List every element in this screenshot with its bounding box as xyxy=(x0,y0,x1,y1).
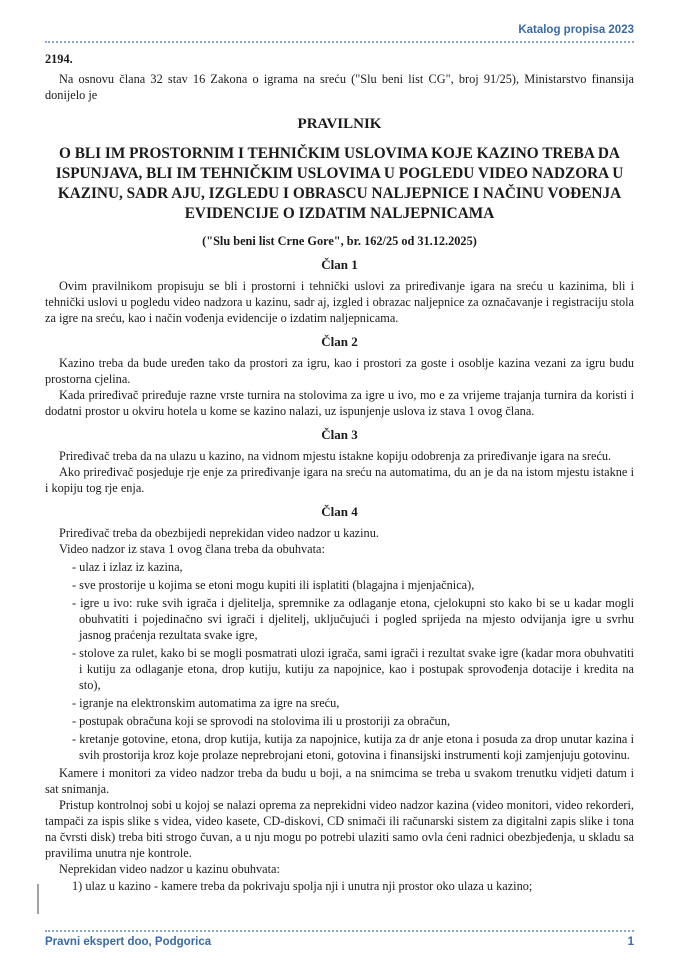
page-header xyxy=(45,20,634,41)
page-footer xyxy=(45,930,634,948)
left-edge-mark xyxy=(37,884,39,914)
article-paragraph: Priređivač treba da obezbijedi neprekidan video nadzor u kazinu. xyxy=(59,526,379,540)
article-paragraph: Ako priređivač posjeduje rje enje za priređivanje igara na sreću na automatima, du an je da na istom mjestu istakne i i kopiju tog rje enja. xyxy=(45,465,634,495)
list-item: - igranje na elektronskim automatima za igre na sreću, xyxy=(72,696,340,710)
article-2-heading: Član 2 xyxy=(321,334,358,349)
gazette-reference: ("Slu beni list Crne Gore", br. 162/25 od 31.12.2025) xyxy=(202,234,477,248)
header-divider xyxy=(45,41,634,43)
intro-paragraph: Na osnovu člana 32 stav 16 Zakona o igrama na sreću ("Slu beni list CG", broj 91/25), Ministarstvo finansija donijelo je xyxy=(45,72,634,102)
document-number: 2194. xyxy=(45,52,73,66)
document-main-title: O BLI IM PROSTORNIM I TEHNIČKIM USLOVIMA KOJE KAZINO TREBA DA ISPUNJAVA, BLI IM TEHNIČKIM USLOVIMA U POGLEDU VIDEO NADZORA U KAZINU, SADR AJU, IZGLEDU I OBRASCU NALJEPNICE I NAČINU VOĐENJA EVIDENCIJE O IZDATIM NALJEPNICAMA xyxy=(55,145,624,222)
catalog-header-label: Katalog propisa 2023 xyxy=(518,24,634,36)
list-item: - ulaz i izlaz iz kazina, xyxy=(72,560,183,574)
list-item: - igre u ivo: ruke svih igrača i djelitelja, spremnike za odlaganje etona, cjelokupni sto kako bi se u kadar mogli obuhvatiti i pojedinačno svi igrači i djelitelj, uključujući i pogled sprijeda na mjesto odvijanja igre u svrhu jasnog praćenja rezultata svake igre, xyxy=(72,596,634,642)
list-item: - kretanje gotovine, etona, drop kutija, kutija za napojnice, kutija za dr anje etona i posuda za drop unutar kazina i svih prostorija kroz koje prolaze neprebrojani etoni, gotovina i finansijski instrumenti koji zamjenjuju gotovinu. xyxy=(72,732,634,762)
document-type-title: PRAVILNIK xyxy=(297,116,382,132)
list-item: - sve prostorije u kojima se etoni mogu kupiti ili isplatiti (blagajna i mjenjačnica), xyxy=(72,578,475,592)
video-surveillance-list xyxy=(45,559,634,763)
article-paragraph: Kamere i monitori za video nadzor treba da budu u boji, a na snimcima se treba u svakom trenutku vidjeti datum i sat snimanja. xyxy=(45,766,634,796)
page-number: 1 xyxy=(627,936,634,948)
article-paragraph: Video nadzor iz stava 1 ovog člana treba da obuhvata: xyxy=(59,542,325,556)
article-paragraph: Priređivač treba da na ulazu u kazino, na vidnom mjestu istakne kopiju odobrenja za priređivanje igara na sreću. xyxy=(59,449,612,463)
list-item: - postupak obračuna koji se sprovodi na stolovima ili u prostoriji za obračun, xyxy=(72,714,451,728)
footer-divider xyxy=(45,930,634,932)
article-paragraph: Pristup kontrolnoj sobi u kojoj se nalazi oprema za neprekidni video nadzor kazina (video monitori, video rekorderi, tampači za ispis slike s videa, video kasete, CD-diskovi, CD snimači ili računarski sistem za digitalni zapis slike i tona na čvrsti disk) treba biti strogo čuvan, a u nju mogu po potrebi ulaziti samo ovla ćeni radnici obezbjeđenja, u skladu sa pravilima unutra nje kontrole. xyxy=(45,798,634,860)
document-body xyxy=(45,52,634,894)
list-item: - stolove za rulet, kako bi se mogli posmatrati ulozi igrača, sami igrači i rezultat svake igre (kadar mora obuhvatiti i kutiju za odlaganje etona, drop kutiju, kutiju za napojnice, kao i postupak sprovođenja dotacije i kredita na sto), xyxy=(72,646,634,692)
numbered-item: 1) ulaz u kazino - kamere treba da pokrivaju spolja nji i unutra nji prostor oko ulaza u kazino; xyxy=(72,879,533,893)
article-4-heading: Član 4 xyxy=(321,504,358,519)
article-paragraph: Ovim pravilnikom propisuju se bli i prostorni i tehnički uslovi za priređivanje igara na sreću u kazinima, bli i tehnički uslovi u pogledu video nadzora u kazinu, sadr aj, izgled i obrazac naljepnice za označavanje i registraciju stola za igre na sreću, kao i način vođenja evidencije o izdatim naljepnicama. xyxy=(45,279,634,325)
article-paragraph: Kada priređivač priređuje razne vrste turnira na stolovima za igre u ivo, mo e za vrijeme trajanja turnira da koristi i dodatni prostor u okviru hotela u kome se kazino nalazi, uz ispunjenje uslova iz stava 1 ovog člana. xyxy=(45,388,634,418)
publisher-name: Pravni ekspert doo, Podgorica xyxy=(45,936,212,948)
article-paragraph: Neprekidan video nadzor u kazinu obuhvata: xyxy=(59,862,280,876)
article-1-heading: Član 1 xyxy=(321,257,358,272)
article-3-heading: Član 3 xyxy=(321,427,358,442)
article-paragraph: Kazino treba da bude uređen tako da prostori za igru, kao i prostori za goste i osoblje kazina vezani za igru budu prostorna cjelina. xyxy=(45,356,634,386)
